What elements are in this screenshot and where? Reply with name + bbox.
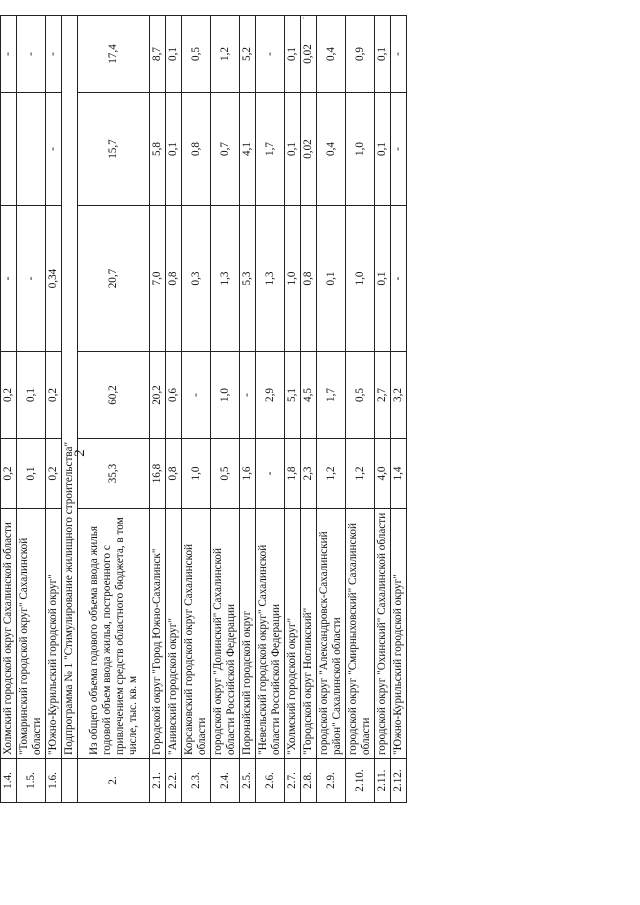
plan-2017-cell: 2,3 (301, 439, 317, 509)
row-number-cell: 1.4. (1, 759, 17, 803)
row-name-cell: городской округ "Охинский" Сахалинской области (375, 509, 391, 759)
plan-2020-cell: 1,2 (211, 15, 240, 92)
plan-2017-cell: 0,2 (1, 439, 17, 509)
plan-2019-cell: 0,1 (375, 93, 391, 206)
plan-2020-cell: 0,5 (182, 15, 211, 92)
plan-2018-cell: 1,0 (346, 206, 375, 352)
row-name-cell: городской округ "Александровск-Сахалинский район" Сахалинской области (317, 509, 346, 759)
row-name-cell: Корсаковский городской округ Сахалинской области (182, 509, 211, 759)
plan-2018-cell: 20,7 (78, 206, 150, 352)
table-row (17, 15, 46, 802)
row-number-cell: 2.7. (285, 759, 301, 803)
row-name-cell: "Холмский городской округ" (285, 509, 301, 759)
plan-2019-cell (1, 93, 17, 206)
plan-2019-cell: 0,1 (285, 93, 301, 206)
table-row (346, 15, 375, 802)
indicator-table-container (0, 16, 460, 803)
table-row (256, 15, 285, 802)
plan-2018-cell: 1,3 (256, 206, 285, 352)
table-row (375, 15, 391, 802)
row-name-cell: "Невельский городской округ" Сахалинской области Российской Федерации (256, 509, 285, 759)
plan-2020-cell: - (391, 15, 407, 92)
plan-2019-cell (17, 93, 46, 206)
fact-2017-cell: 60,2 (78, 352, 150, 439)
row-number-cell: 2.3. (182, 759, 211, 803)
row-name-cell: "Томаринский городской округ" Сахалинской области (17, 509, 46, 759)
row-number-cell: 2.8. (301, 759, 317, 803)
plan-2017-cell: 1,2 (346, 439, 375, 509)
plan-2020-cell: 0,1 (375, 15, 391, 92)
row-name-cell: Поронайский городской округ (240, 509, 256, 759)
table-row (182, 15, 211, 802)
fact-2017-cell: 0,6 (166, 352, 182, 439)
plan-2017-cell: 0,8 (166, 439, 182, 509)
fact-2017-cell: 1,7 (317, 352, 346, 439)
plan-2020-cell: 0,1 (285, 15, 301, 92)
fact-2017-cell: 2,7 (375, 352, 391, 439)
plan-2020-cell: - (46, 15, 62, 92)
row-name-cell: городской округ "Долинский" Сахалинской области Российской Федерации (211, 509, 240, 759)
plan-2019-cell: 0,1 (166, 93, 182, 206)
plan-2017-cell: 1,4 (391, 439, 407, 509)
row-name-cell: "Городской округ Ногликский" (301, 509, 317, 759)
indicator-table (0, 15, 407, 803)
row-number-cell: 2.11. (375, 759, 391, 803)
plan-2018-cell: 7,0 (150, 206, 166, 352)
row-number-cell: 2. (78, 759, 150, 803)
row-name-cell: Холмский городской округ Сахалинской области (1, 509, 17, 759)
table-row (166, 15, 182, 802)
plan-2018-cell: 0,3 (182, 206, 211, 352)
table-row (317, 15, 346, 802)
scan-mark: · (302, 14, 305, 23)
fact-2017-cell: 1,0 (211, 352, 240, 439)
plan-2019-cell: - (391, 93, 407, 206)
row-number-cell: 2.5. (240, 759, 256, 803)
plan-2019-cell: 0,4 (317, 93, 346, 206)
plan-2018-cell: 0,8 (166, 206, 182, 352)
row-number-cell: 2.2. (166, 759, 182, 803)
plan-2017-cell: 35,3 (78, 439, 150, 509)
fact-2017-cell: - (182, 352, 211, 439)
plan-2018-cell: - (1, 206, 17, 352)
plan-2018-cell: 0,8 (301, 206, 317, 352)
plan-2017-cell: 1,0 (182, 439, 211, 509)
plan-2020-cell: - (256, 15, 285, 92)
table-row (78, 15, 150, 802)
plan-2018-cell: 1,3 (211, 206, 240, 352)
plan-2018-cell: 0,34 (46, 206, 62, 352)
plan-2017-cell: 0,2 (46, 439, 62, 509)
row-number-cell: 2.1. (150, 759, 166, 803)
plan-2018-cell: - (17, 206, 46, 352)
fact-2017-cell: 0,2 (1, 352, 17, 439)
table-row (240, 15, 256, 802)
row-number-cell: 2.9. (317, 759, 346, 803)
plan-2018-cell: 1,0 (285, 206, 301, 352)
section-title-cell: Подпрограмма № 1 "Стимулирование жилищного строительства" (62, 15, 78, 758)
plan-2020-cell: 5,2 (240, 15, 256, 92)
row-number-cell (62, 759, 78, 803)
plan-2017-cell: 1,6 (240, 439, 256, 509)
table-section-row (62, 15, 78, 802)
plan-2020-cell: 17,4 (78, 15, 150, 92)
row-number-cell: 2.12. (391, 759, 407, 803)
fact-2017-cell: - (240, 352, 256, 439)
row-name-cell: "Анивский городской округ" (166, 509, 182, 759)
table-row (301, 15, 317, 802)
fact-2017-cell: 3,2 (391, 352, 407, 439)
row-number-cell: 2.4. (211, 759, 240, 803)
table-row (150, 15, 166, 802)
row-name-cell: городской округ "Смирныховский" Сахалинской области (346, 509, 375, 759)
plan-2017-cell: 0,5 (211, 439, 240, 509)
plan-2020-cell: 0,02 (301, 15, 317, 92)
fact-2017-cell: 2,9 (256, 352, 285, 439)
plan-2019-cell: - (46, 93, 62, 206)
fact-2017-cell: 4,5 (301, 352, 317, 439)
fact-2017-cell: 20,2 (150, 352, 166, 439)
fact-2017-cell: 5,1 (285, 352, 301, 439)
plan-2020-cell: 0,9 (346, 15, 375, 92)
plan-2019-cell: 4,1 (240, 93, 256, 206)
table-row (391, 15, 407, 802)
plan-2017-cell: 1,2 (317, 439, 346, 509)
plan-2017-cell: 4,0 (375, 439, 391, 509)
plan-2020-cell: - (1, 15, 17, 92)
plan-2019-cell: 5,8 (150, 93, 166, 206)
plan-2017-cell: 1,8 (285, 439, 301, 509)
plan-2017-cell: - (256, 439, 285, 509)
row-name-cell: "Южно-Курильский городской округ" (46, 509, 62, 759)
plan-2019-cell: 0,7 (211, 93, 240, 206)
plan-2020-cell: 8,7 (150, 15, 166, 92)
table-row (46, 15, 62, 802)
plan-2018-cell: 0,1 (375, 206, 391, 352)
plan-2019-cell: 0,02 (301, 93, 317, 206)
plan-2017-cell: 0,1 (17, 439, 46, 509)
row-number-cell: 1.5. (17, 759, 46, 803)
page-number: 2 (72, 449, 88, 457)
fact-2017-cell: 0,1 (17, 352, 46, 439)
plan-2020-cell: - (17, 15, 46, 92)
plan-2019-cell: 1,0 (346, 93, 375, 206)
fact-2017-cell: 0,5 (346, 352, 375, 439)
plan-2020-cell: 0,4 (317, 15, 346, 92)
table-row (1, 15, 17, 802)
table-row (285, 15, 301, 802)
plan-2017-cell: 16,8 (150, 439, 166, 509)
plan-2019-cell: 0,8 (182, 93, 211, 206)
plan-2018-cell: 0,1 (317, 206, 346, 352)
plan-2020-cell: 0,1 (166, 15, 182, 92)
plan-2018-cell: - (391, 206, 407, 352)
plan-2018-cell: 5,3 (240, 206, 256, 352)
row-number-cell: 1.6. (46, 759, 62, 803)
fact-2017-cell: 0,2 (46, 352, 62, 439)
plan-2019-cell: 15,7 (78, 93, 150, 206)
row-name-cell: Городской округ "Город Южно-Сахалинск" (150, 509, 166, 759)
row-name-cell: "Южно-Курильский городской округ" (391, 509, 407, 759)
table-row (211, 15, 240, 802)
row-number-cell: 2.6. (256, 759, 285, 803)
row-name-cell: Из общего объема годового объема ввода жилья годовой объем ввода жилья, построенного с привлечением средств областного бюджета, в том числе, тыс. кв. м (78, 509, 150, 759)
plan-2019-cell: 1,7 (256, 93, 285, 206)
row-number-cell: 2.10. (346, 759, 375, 803)
